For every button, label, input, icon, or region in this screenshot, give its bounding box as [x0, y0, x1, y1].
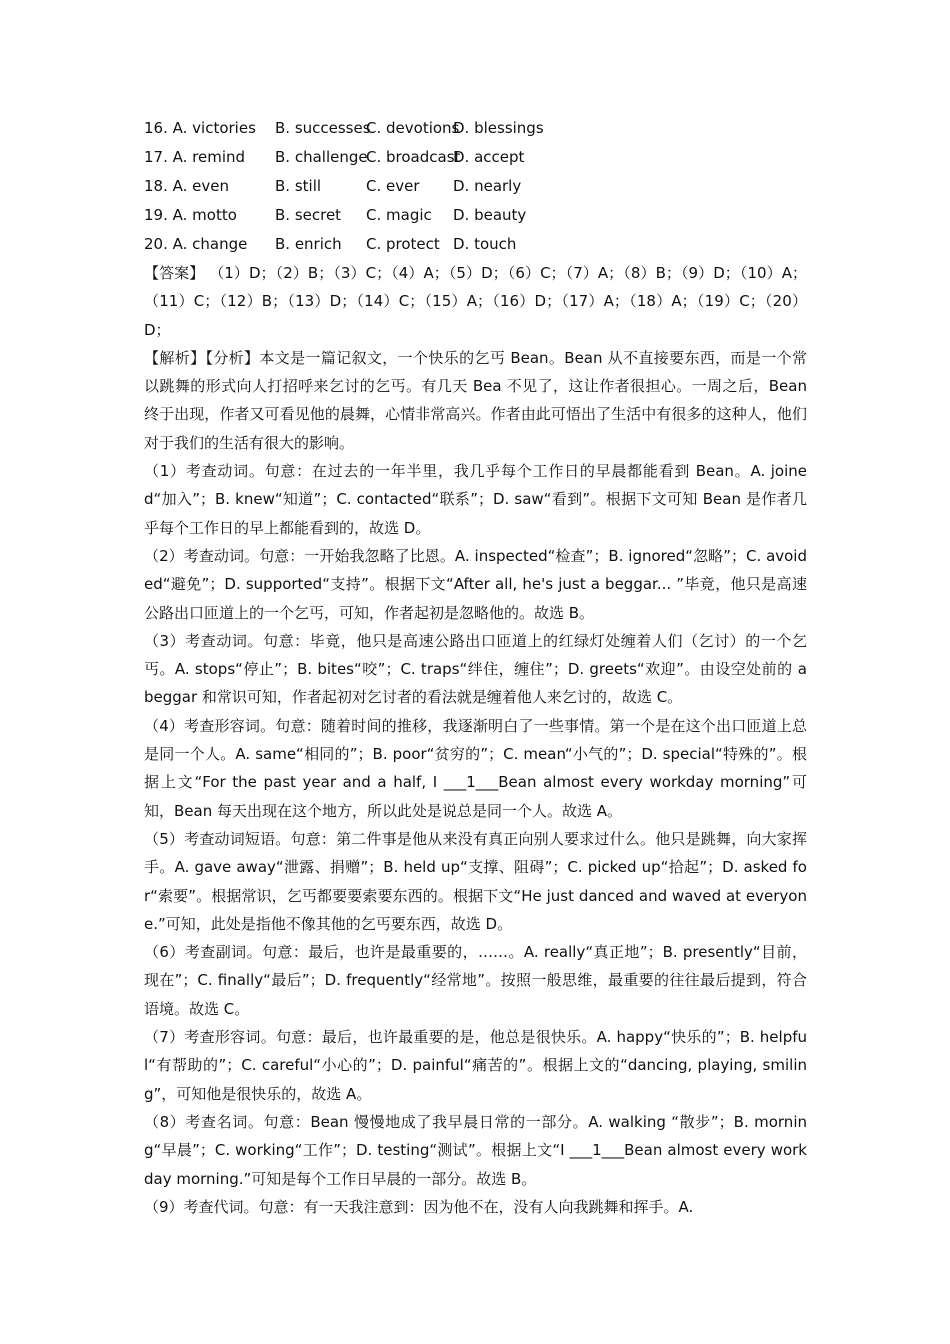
- options-list: [144, 114, 807, 259]
- option-c: C. protect: [366, 235, 440, 253]
- explanation-item: （4）考查形容词。句意：随着时间的推移，我逐渐明白了一些事情。第一个是在这个出口匝道上总是同一个人。A. same“相同的”；B. poor“贫穷的”；C. mean“小气的”；D. special“特殊的”。根据上文“For the past year and a half, I ___1___Bean almost every workday morning”可知，Bean 每天出现在这个地方，所以此处是说总是同一个人。故选 A。: [144, 716, 807, 820]
- option-c: C. magic: [366, 206, 432, 224]
- explanation-item: （9）考查代词。句意：有一天我注意到：因为他不在，没有人向我跳舞和挥手。A.: [144, 1197, 694, 1216]
- option-d: D. accept: [453, 148, 525, 166]
- explanation-item: （8）考查名词。句意：Bean 慢慢地成了我早晨日常的一部分。A. walking “散步”；B. morning“早晨”；C. working“工作”；D. testing“测试”。根据上文“I ___1___Bean almost every workday morning.”可知是每个工作日早晨的一部分。故选 B。: [144, 1112, 807, 1188]
- option-row: [144, 172, 807, 201]
- option-row: [144, 143, 807, 172]
- option-a: 16. A. victories: [144, 119, 256, 137]
- option-b: B. enrich: [275, 235, 342, 253]
- option-d: D. blessings: [453, 119, 544, 137]
- option-row: [144, 114, 807, 143]
- option-d: D. touch: [453, 235, 517, 253]
- document-content: [144, 114, 807, 1221]
- explanation-item: （5）考查动词短语。句意：第二件事是他从来没有真正向别人要求过什么。他只是跳舞，向大家挥手。A. gave away“泄露、捐赠”；B. held up“支撑、阻碍”；C. picked up“拾起”；D. asked for“索要”。根据常识，乞丐都要要索要东西的。根据下文“He just danced and waved at everyone.”可知，此处是指他不像其他的乞丐要东西，故选 D。: [144, 829, 807, 933]
- explanation-item: （3）考查动词。句意：毕竟，他只是高速公路出口匝道上的红绿灯处缠着人们（乞讨）的一个乞丐。A. stops“停止”；B. bites“咬”；C. traps“绊住，缠住”；D. greets“欢迎”。由设空处前的 a beggar 和常识可知，作者起初对乞讨者的看法就是缠着他人来乞讨的，故选 C。: [144, 631, 807, 707]
- option-c: C. broadcast: [366, 148, 461, 166]
- explanation-item: （6）考查副词。句意：最后，也许是最重要的，……。A. really“真正地”；B. presently“目前，现在”；C. finally“最后”；D. frequently“经常地”。按照一般思维，最重要的往往最后提到，符合语境。故选 C。: [144, 943, 807, 1018]
- explanation-item: （7）考查形容词。句意：最后，也许最重要的是，他总是很快乐。A. happy“快乐的”；B. helpful“有帮助的”；C. careful“小心的”；D. painful“痛苦的”。根据上文的“dancing, playing, smiling”，可知他是很快乐的，故选 A。: [144, 1028, 807, 1103]
- option-row: [144, 230, 807, 259]
- option-b: B. secret: [275, 206, 342, 224]
- option-b: B. still: [275, 177, 322, 195]
- option-c: C. devotions: [366, 119, 460, 137]
- option-a: 19. A. motto: [144, 206, 237, 224]
- option-c: C. ever: [366, 177, 420, 195]
- option-a: 18. A. even: [144, 177, 229, 195]
- explanation-item: （2）考查动词。句意：一开始我忽略了比恩。A. inspected“检查”；B. ignored“忽略”；C. avoided“避免”；D. supported“支持”。根据下文“After all, he's just a beggar... ”毕竟，他只是高速公路出口匝道上的一个乞丐，可知，作者起初是忽略他的。故选 B。: [144, 546, 807, 622]
- explanation-item: （1）考查动词。句意：在过去的一年半里，我几乎每个工作日的早晨都能看到 Bean。A. joined“加入”；B. knew“知道”；C. contacted“联系”；D. saw“看到”。根据下文可知 Bean 是作者几乎每个工作日的早上都能看到的，故选 D。: [144, 462, 807, 537]
- option-row: [144, 201, 807, 230]
- option-b: B. successes: [275, 119, 371, 137]
- option-b: B. challenge: [275, 148, 368, 166]
- option-d: D. beauty: [453, 206, 527, 224]
- option-d: D. nearly: [453, 177, 522, 195]
- analysis-summary: 【解析】【分析】本文是一篇记叙文，一个快乐的乞丐 Bean。Bean 从不直接要东西，而是一个常以跳舞的形式向人打招呼来乞讨的乞丐。有几天 Bea 不见了，这让作者很担心。一周之后，Bean 终于出现，作者又可看见他的晨舞，心情非常高兴。作者由此可悟出了生活中有很多的这种人，他们对于我们的生活有很大的影响。: [144, 348, 807, 452]
- option-a: 17. A. remind: [144, 148, 246, 166]
- answer-key: 【答案】 （1）D；（2）B；（3）C；（4）A；（5）D；（6）C；（7）A；（8）B；（9）D；（10）A；（11）C；（12）B；（13）D；（14）C；（15）A；（16）D；（17）A；（18）A；（19）C；（20）D；: [144, 264, 807, 339]
- option-a: 20. A. change: [144, 235, 248, 253]
